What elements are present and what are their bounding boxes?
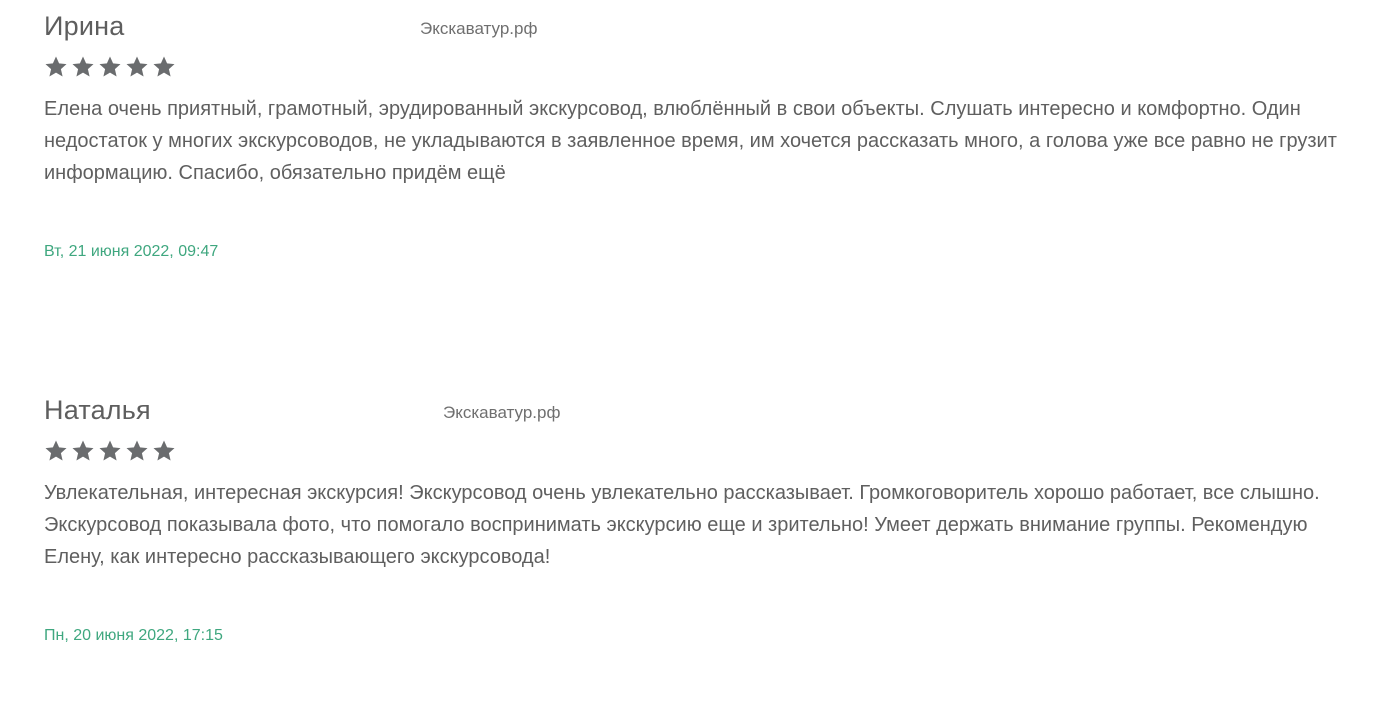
review-header: [44, 10, 1364, 46]
star-icon: [71, 439, 95, 463]
review-card: [44, 10, 1364, 263]
review-text: Увлекательная, интересная экскурсия! Экскурсовод очень увлекательно рассказывает. Громкоговоритель хорошо работает, все слышно. Экскурсовод показывала фото, что помогало воспринимать экскурсию еще и зрительно! Умеет держать внимание группы. Рекомендую Елену, как интересно рассказывающего экскурсовода!: [44, 482, 1320, 568]
star-rating: [44, 55, 1364, 81]
author-name: Ирина: [44, 11, 125, 41]
review-date: Вт, 21 июня 2022, 09:47: [44, 243, 219, 260]
review-source: Экскаватур.рф: [420, 19, 538, 38]
author-name: Наталья: [44, 395, 151, 425]
star-icon: [98, 55, 122, 79]
review-source: Экскаватур.рф: [443, 403, 561, 422]
review-text: Елена очень приятный, грамотный, эрудированный экскурсовод, влюблённый в свои объекты. Слушать интересно и комфортно. Один недостаток у многих экскурсоводов, не укладываются в заявленное время, им хочется рассказать много, а голова уже все равно не грузит информацию. Спасибо, обязательно придём ещё: [44, 98, 1337, 184]
star-icon: [44, 439, 68, 463]
star-icon: [125, 439, 149, 463]
star-icon: [98, 439, 122, 463]
review-header: [44, 394, 1364, 430]
star-icon: [125, 55, 149, 79]
star-icon: [152, 55, 176, 79]
star-rating: [44, 439, 1364, 465]
star-icon: [71, 55, 95, 79]
review-card: [44, 394, 1364, 647]
star-icon: [44, 55, 68, 79]
review-date: Пн, 20 июня 2022, 17:15: [44, 627, 223, 644]
star-icon: [152, 439, 176, 463]
